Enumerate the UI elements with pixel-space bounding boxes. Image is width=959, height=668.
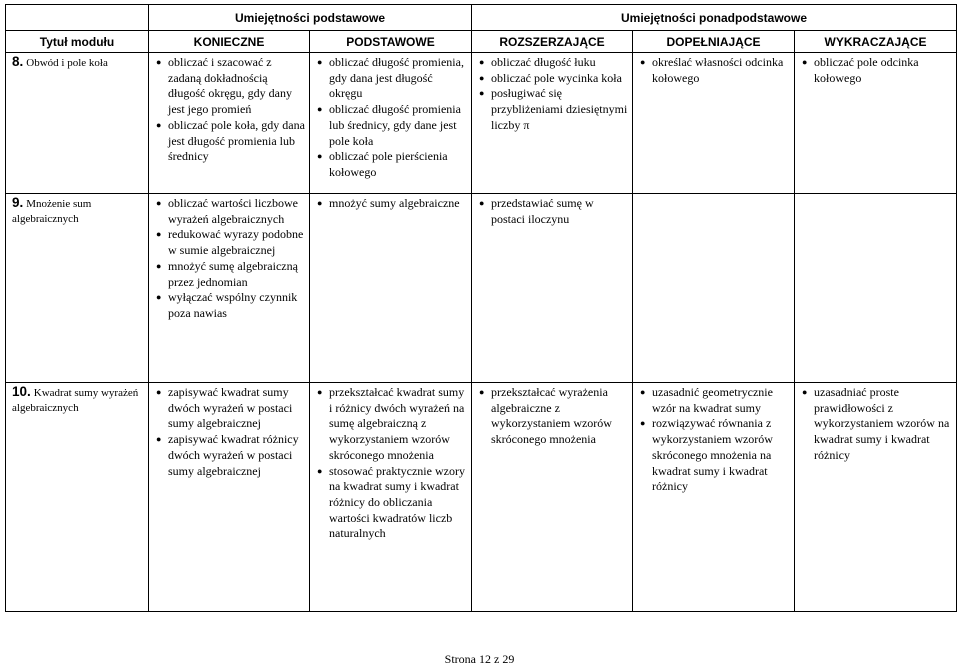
skill-cell [795, 383, 957, 612]
list-item: ● uzasadnić geometrycznie wzór na kwadrat sumy [639, 385, 790, 416]
skill-cell [633, 194, 795, 383]
skill-list [478, 385, 628, 448]
list-item: ● przekształcać wyrażenia algebraiczne z wykorzystaniem wzorów skróconego mnożenia [478, 385, 628, 448]
page-footer: Strona 12 z 29 [444, 652, 515, 666]
skill-cell [472, 383, 633, 612]
level-header-podstawowe: PODSTAWOWE [310, 31, 472, 53]
skill-cell [633, 53, 795, 194]
skill-list [316, 196, 467, 212]
list-item: ● mnożyć sumę algebraiczną przez jednomian [155, 259, 305, 290]
list-item: ● posługiwać się przybliżeniami dziesiętnymi liczby π [478, 86, 628, 133]
list-item: ● obliczać wartości liczbowe wyrażeń algebraicznych [155, 196, 305, 227]
list-item: ● obliczać pole odcinka kołowego [801, 55, 952, 86]
level-header-rozszerzajace: ROZSZERZAJĄCE [472, 31, 633, 53]
level-header-dopelniajace: DOPEŁNIAJĄCE [633, 31, 795, 53]
list-item: ● obliczać i szacować z zadaną dokładnością długość okręgu, gdy dany jest jego promień [155, 55, 305, 118]
skill-cell [633, 383, 795, 612]
module-cell [6, 53, 149, 194]
list-item: ● obliczać długość promienia, gdy dana jest długość okręgu [316, 55, 467, 102]
basic-skills-header: Umiejętności podstawowe [149, 5, 472, 31]
skill-cell [310, 53, 472, 194]
level-header-konieczne: KONIECZNE [149, 31, 310, 53]
list-item: ● mnożyć sumy algebraiczne [316, 196, 467, 212]
skill-list [801, 55, 952, 86]
skill-list [801, 385, 952, 464]
skill-list [316, 385, 467, 542]
list-item: ● zapisywać kwadrat sumy dwóch wyrażeń w postaci sumy algebraicznej [155, 385, 305, 432]
table-row [6, 53, 957, 194]
list-item: ● przekształcać kwadrat sumy i różnicy dwóch wyrażeń na sumę algebraiczną z wykorzystaniem wzorów skróconego mnożenia [316, 385, 467, 464]
list-item: ● stosować praktycznie wzory na kwadrat sumy i kwadrat różnicy do obliczania wartości kwadratów liczb naturalnych [316, 464, 467, 543]
skills-table [5, 4, 957, 612]
list-item: ● wyłączać wspólny czynnik poza nawias [155, 290, 305, 321]
skill-cell [310, 194, 472, 383]
table-row [6, 383, 957, 612]
module-name: Mnożenie sum algebraicznych [12, 198, 92, 225]
list-item: ● uzasadniać proste prawidłowości z wykorzystaniem wzorów na kwadrat sumy i kwadrat różnicy [801, 385, 952, 464]
header-blank [6, 5, 149, 31]
skill-list [155, 55, 305, 165]
list-item: ● określać własności odcinka kołowego [639, 55, 790, 86]
module-name: Obwód i pole koła [26, 57, 108, 69]
list-item: ● przedstawiać sumę w postaci iloczynu [478, 196, 628, 227]
skill-cell [149, 53, 310, 194]
module-number: 10. [12, 384, 31, 399]
skill-list [478, 196, 628, 227]
list-item: ● obliczać długość łuku [478, 55, 628, 71]
skill-cell [795, 194, 957, 383]
skill-cell [149, 383, 310, 612]
list-item: ● obliczać pole wycinka koła [478, 71, 628, 87]
list-item: ● rozwiązywać równania z wykorzystaniem wzorów skróconego mnożenia na kwadrat sumy i kwadrat różnicy [639, 416, 790, 495]
skill-cell [472, 53, 633, 194]
module-number: 8. [12, 54, 24, 69]
list-item: ● redukować wyrazy podobne w sumie algebraicznej [155, 227, 305, 258]
module-cell [6, 383, 149, 612]
skill-cell [149, 194, 310, 383]
skill-list [639, 55, 790, 86]
skill-list [155, 385, 305, 479]
skill-list [155, 196, 305, 322]
list-item: ● zapisywać kwadrat różnicy dwóch wyrażeń w postaci sumy algebraicznej [155, 432, 305, 479]
list-item: ● obliczać długość promienia lub średnicy, gdy dane jest pole koła [316, 102, 467, 149]
skill-cell [310, 383, 472, 612]
skill-list [316, 55, 467, 181]
module-name: Kwadrat sumy wyrażeń algebraicznych [12, 387, 139, 414]
list-item: ● obliczać pole pierścienia kołowego [316, 149, 467, 180]
skill-list [478, 55, 628, 134]
module-cell [6, 194, 149, 383]
skill-list [639, 385, 790, 495]
skill-cell [795, 53, 957, 194]
module-title-header: Tytuł modułu [6, 31, 149, 53]
skill-cell [472, 194, 633, 383]
table-row [6, 194, 957, 383]
list-item: ● obliczać pole koła, gdy dana jest długość promienia lub średnicy [155, 118, 305, 165]
advanced-skills-header: Umiejętności ponadpodstawowe [472, 5, 957, 31]
module-number: 9. [12, 195, 24, 210]
level-header-wykraczajace: WYKRACZAJĄCE [795, 31, 957, 53]
